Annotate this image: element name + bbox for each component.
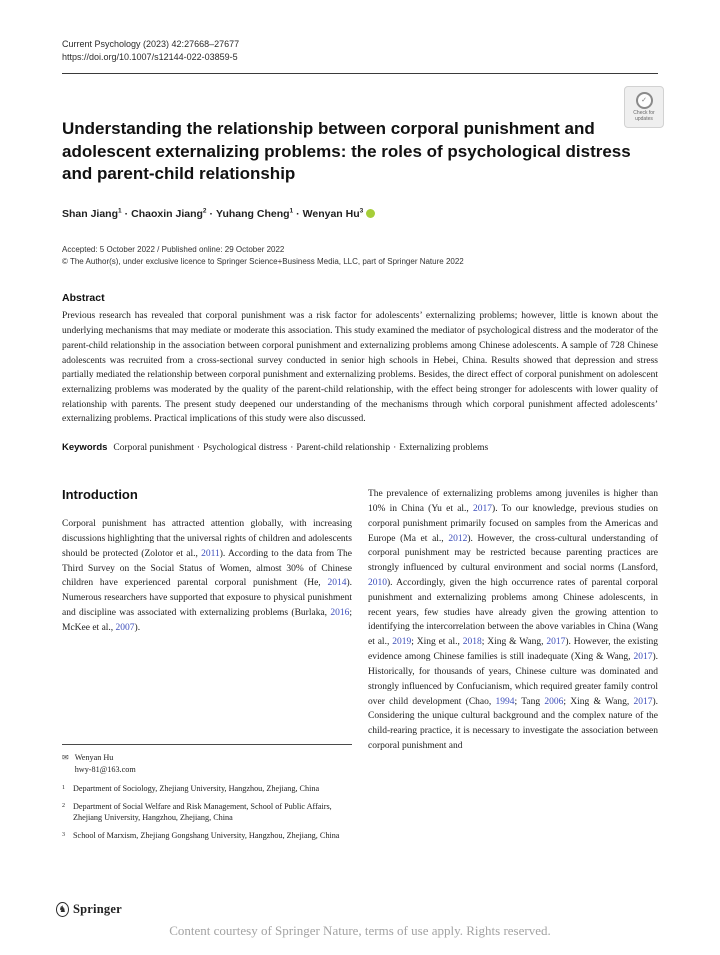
corresponding-author-email[interactable]: hwy-81@163.com — [74, 764, 136, 774]
journal-citation-line: Current Psychology (2023) 42:27668–27677 — [62, 39, 240, 49]
keyword: Parent-child relationship — [296, 443, 391, 454]
citation-link[interactable]: 2012 — [448, 533, 468, 544]
accepted-line: Accepted: 5 October 2022 / Published online: 29 October 2022 — [62, 245, 285, 255]
journal-header — [62, 38, 658, 64]
crossmark-icon: ✓ — [636, 92, 653, 109]
keywords-label: Keywords — [62, 442, 108, 454]
abstract-text: Previous research has revealed that corporal punishment was a risk factor for adolescents’ externalizing problems; however, little is known about the underlying mechanisms that may mediate or moderate this association. This study examined the mediator of psychological distress and the moderator of the parent-child relationship in the association between corporal punishment and externalizing problems among Chinese adolescents. A sample of 728 Chinese adolescents was recruited from a cross-sectional survey conducted in senior high schools in Hebei, China. Results showed that depression and stress partially mediated the relationship between corporal punishment and externalizing problems. Besides, the direct effect of corporal punishment on adolescent externalizing problems was moderated by the quality of the parent-child relationship, with the effect being stronger for adolescents with lower quality of relationship with parents. The present study deepened our understanding of the mechanisms through which corporal punishment affected adolescents’ externalizing problems. Practical implications of this study were also discussed. — [62, 311, 658, 425]
header-rule — [62, 73, 658, 74]
keyword-items: Corporal punishment · Psychological distress · Parent-child relationship · Externalizing problems — [113, 443, 489, 454]
citation-link[interactable]: 2014 — [327, 578, 347, 589]
springer-logo — [56, 902, 122, 917]
left-column — [62, 487, 352, 847]
author-name: Chaoxin Jiang$^2$ — [131, 207, 207, 221]
content-courtesy-footer: Content courtesy of Springer Nature, terms of use apply. Rights reserved. — [169, 923, 551, 938]
springer-knight-icon: ♞ — [56, 902, 69, 917]
article-title: Understanding the relationship between corporal punishment and adolescent externalizing problems: the roles of psychological distress and parent-child relationship — [62, 119, 631, 184]
keyword: Externalizing problems — [399, 443, 489, 454]
citation-link[interactable]: 2018 — [462, 637, 482, 648]
citation-link[interactable]: 1994 — [495, 696, 515, 707]
affiliation-item: 1 Department of Sociology, Zhejiang University, Hangzhou, Zhejiang, China — [62, 784, 320, 794]
footnote-block — [62, 744, 352, 847]
citation-link[interactable]: 2017 — [546, 637, 566, 648]
abstract-heading: Abstract — [62, 292, 105, 305]
corresponding-author — [62, 752, 352, 775]
corresponding-author-contact — [75, 752, 136, 775]
keyword: Psychological distress — [203, 443, 288, 454]
introduction-section — [62, 487, 352, 636]
author-name: Yuhang Cheng$^1$ — [216, 207, 294, 221]
publication-info — [62, 244, 658, 268]
author-list — [62, 208, 658, 221]
introduction-paragraph-left: Corporal punishment has attracted attention globally, with increasing discussions highlighting that the universal rights of children and adolescents should be protected (Zolotor et al., 2011). According to the data from The Third Survey on the Social Status of Women, almost 30% of Chinese children have experienced parental corporal punishment (He, 2014). Numerous researchers have supported that exposure to physical punishment and discipline was associated with externalizing problems (Burlaka, 2016; McKee et al., 2007). — [62, 519, 352, 633]
introduction-paragraph-right: The prevalence of externalizing problems among juveniles is higher than 10% in China (Yu et al., 2017). To our knowledge, previous studies on corporal punishment primarily focused on samples from the Americas and Europe (Ma et al., 2012). However, the cross-cultural understanding of corporal punishment may be restricted because parenting practices are strongly influenced by cultural environment and social norms (Lansford, 2010). Accordingly, given the high occurrence rates of parental corporal punishment and externalizing problems among Chinese adolescents, in recent years, few studies have already given the growing attention to identifying the intercorrelation between the above variables in China (Wang et al., 2019; Xing et al., 2018; Xing & Wang, 2017). However, the existing evidence among Chinese families is still inadequate (Xing & Wang, 2017). Historically, for thousands of years, Chinese culture was dominated and strongly influenced by Confucianism, which required greater family control over child development (Chao, 1994; Tang 2006; Xing & Wang, 2017). Considering the unique cultural background and the complex nature of the child-rearing practice, it is necessary to investigate the association between corporal punishment and — [368, 489, 659, 751]
affiliation-item: 3 School of Marxism, Zhejiang Gongshang University, Hangzhou, Zhejiang, China — [62, 830, 340, 840]
citation-link[interactable]: 2017 — [473, 503, 493, 514]
springer-wordmark: Springer — [73, 902, 122, 916]
check-for-updates-label: Check for updates — [633, 109, 655, 122]
keyword: Corporal punishment — [113, 443, 194, 454]
envelope-icon: ✉ — [62, 753, 69, 763]
author-name: Wenyan Hu$^3$ — [302, 207, 364, 221]
introduction-heading: Introduction — [62, 487, 138, 503]
citation-link[interactable]: 2006 — [544, 696, 564, 707]
citation-link[interactable]: 2007 — [115, 622, 135, 633]
orcid-icon[interactable] — [366, 209, 375, 218]
citation-link[interactable]: 2011 — [201, 548, 220, 559]
doi-link[interactable]: https://doi.org/10.1007/s12144-022-03859-5 — [62, 52, 238, 63]
keywords-row — [62, 442, 658, 453]
affiliation-list — [62, 783, 352, 841]
author-name: Shan Jiang$^1$ — [62, 207, 122, 221]
right-column — [368, 487, 658, 847]
corresponding-author-name: Wenyan Hu — [74, 753, 114, 763]
citation-link[interactable]: 2019 — [392, 637, 412, 648]
citation-link[interactable]: 2016 — [330, 608, 350, 619]
citation-link[interactable]: 2017 — [633, 652, 653, 663]
article-body-columns — [62, 487, 658, 847]
author-names: Shan Jiang$^1$ · Chaoxin Jiang$^2$ · Yuhang Cheng$^1$ · Wenyan Hu$^3$ — [62, 207, 364, 221]
citation-link[interactable]: 2010 — [368, 578, 387, 589]
check-for-updates-badge[interactable] — [624, 86, 664, 128]
copyright-line: © The Author(s), under exclusive licence to Springer Science+Business Media, LLC, part of Springer Nature 2022 — [62, 257, 464, 267]
affiliation-item: 2 Department of Social Welfare and Risk Management, School of Public Affairs, Zhejiang University, Hangzhou, Zhejiang, China — [62, 801, 332, 823]
citation-link[interactable]: 2017 — [633, 696, 653, 707]
